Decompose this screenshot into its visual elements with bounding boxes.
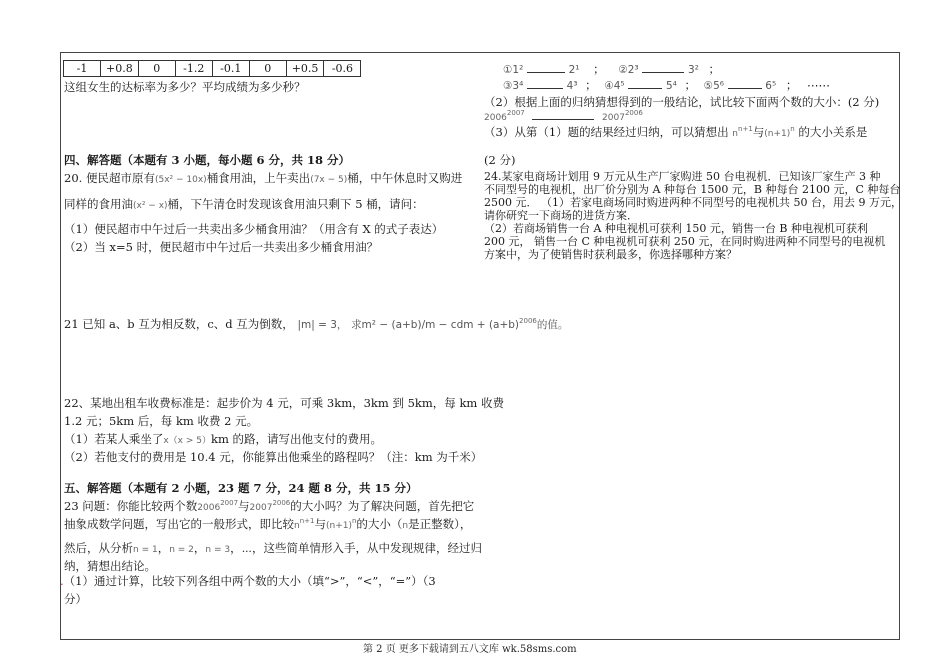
q23-part3-score: (2 分): [484, 153, 516, 167]
table-row: [64, 61, 361, 77]
q24-line: 2500 元． （1）若家电商场同时购进两种不同型号的电视机共 50 台，用去 9 万元，: [484, 196, 902, 209]
q23-line4: 纳，猜想出结论。: [64, 559, 156, 573]
blank-line: [728, 88, 762, 89]
q24-line: 不同型号的电视机，出厂价分别为 A 种每台 1500 元，B 种每台 2100 元，C 种每台: [484, 183, 901, 196]
num-exp: n: [790, 125, 795, 134]
q23-line2: [64, 516, 471, 532]
q22-text: km 的路，请写出他支付的费用。: [210, 432, 383, 446]
q23-text: 与: [238, 499, 250, 513]
q23-line3: 然后，从分析n = 1，n = 2，n = 3，⋯，这些简单情形入手，从中发现规律，经过归: [64, 541, 482, 555]
num-base: (n+1): [764, 129, 791, 139]
blank-line: [527, 72, 565, 73]
q24-line: 200 元， 销售一台 C 种电视机可获利 250 元，在同时购进两种不同型号的电视机: [484, 235, 886, 248]
q23-part2: （2）根据上面的归纳猜想得到的一般结论，试比较下面两个数的大小：(2 分): [484, 95, 880, 109]
bullet-mark: .: [60, 574, 64, 588]
num-base: 2007: [602, 113, 625, 123]
section5-heading: 五、解答题（本题有 2 小题，23 题 7 分，24 题 8 分，共 15 分）: [64, 481, 418, 495]
q23-text: 与: [314, 517, 326, 531]
comp-lead: ③3⁴: [503, 80, 524, 92]
q20-expr1: (5x² − 10x): [154, 175, 207, 185]
table-cell: -1.2: [175, 61, 212, 77]
q23-part3: [484, 124, 867, 140]
num-exp: n+1: [738, 125, 753, 134]
q20-text: 桶，下午清仓时发现该食用油只剩下 5 桶，请问：: [167, 197, 424, 211]
q23-text: ，⋯，这些简单情形入手，从中发现规律，经过归: [230, 541, 482, 555]
comparison-row2: ③3⁴ 4³ ； ④4⁵ 5⁴ ； ⑤5⁶ 6⁵ ； ⋯⋯: [503, 78, 830, 92]
comparison-row1: ①1² 2¹ ； ②2³ 3² ；: [503, 62, 720, 76]
comp-tail: 3²: [687, 64, 699, 76]
comp-tail: 2¹: [568, 64, 580, 76]
q22-line1: 22、某地出租车收费标准是：起步价为 4 元，可乘 3km，3km 到 5km，每 km 收费: [64, 396, 504, 410]
q23-part2-numbers: [484, 109, 643, 123]
q21-tail: 的值。: [536, 319, 569, 331]
q23-text: 的大小吗？为了解决问题，首先把它: [290, 499, 475, 513]
q23-text: 抽象成数学问题，写出它的一般形式，即比较: [64, 517, 294, 531]
comp-tail: 6⁵: [765, 80, 777, 92]
q20-text: 桶，中午休息时又购进: [347, 171, 463, 185]
comp-tail: 5⁴: [665, 80, 677, 92]
table-cell: 0: [138, 61, 175, 77]
q21-abs-m: |m| = 3，: [297, 319, 348, 331]
num-exp: 2006: [624, 109, 643, 118]
q23-text: 是正整数），: [408, 517, 472, 531]
q23-exp4: n: [351, 517, 357, 526]
q23-base2: 2007: [249, 503, 273, 513]
q22-text: （1）若某人乘坐了: [64, 432, 164, 446]
q24-line: 请你研究一下商场的进货方案．: [484, 209, 638, 222]
q23-line1: [64, 498, 474, 514]
q23-case3: n = 3: [205, 545, 231, 555]
comp-lead: ①1²: [503, 64, 524, 76]
q23-text: （1）通过计算，比较下列各组中两个数的大小（填“>”，“<”，“=”）（3: [63, 574, 436, 588]
q23-line5: [60, 573, 436, 589]
q22-line4: （2）若他支付的费用是 10.4 元，你能算出他乘坐的路程吗？（注：km 为千米）: [64, 450, 483, 464]
q20-line1: [64, 170, 462, 186]
q23-case2: n = 2: [169, 545, 194, 555]
q23-text: 23 问题：你能比较两个数: [64, 499, 198, 513]
score-table: [63, 60, 361, 77]
q23-line6: 分）: [64, 592, 87, 606]
blank-line: [628, 88, 662, 89]
ellipsis: ⋯⋯: [806, 78, 830, 92]
table-cell: -0.6: [324, 61, 361, 77]
q22-expr: x（x > 5）: [163, 436, 211, 446]
blank-line: [527, 88, 563, 89]
comp-lead: ②2³: [618, 64, 639, 76]
comp-lead: ④4⁵: [604, 80, 625, 92]
q22-line2: 1.2 元；5km 后，每 km 收费 2 元。: [64, 414, 259, 428]
q22-line3: [64, 431, 382, 447]
table-cell: +0.8: [101, 61, 139, 77]
q23-part3-text: 与: [752, 125, 765, 139]
num-exp: 2007: [506, 109, 525, 118]
q23-part3-text: （3）从第（1）题的结果经过归纳，可以猜想出: [484, 125, 729, 139]
blank-line: [642, 72, 684, 73]
q24-line: 24.某家电商场计划用 9 万元从生产厂家购进 50 台电视机．已知该厂家生产 3 种: [484, 170, 881, 183]
q20-expr2: (7x − 5): [310, 175, 348, 185]
q24-line: （2）若商场销售一台 A 种电视机可获利 150 元，销售一台 B 种电视机可获利: [484, 222, 868, 235]
comp-lead: ⑤5⁶: [703, 80, 724, 92]
q23-exp3: n+1: [299, 517, 315, 526]
q24-block: [484, 170, 902, 261]
comp-tail: 4³: [566, 80, 578, 92]
q23-base4: (n+1): [325, 521, 352, 531]
q21-text: 21 已知 a、b 互为相反数，c、d 互为倒数，: [64, 317, 294, 331]
section4-heading: 四、解答题（本题有 3 小题，每小题 6 分，共 18 分）: [64, 153, 351, 167]
q20-text: 同样的食用油: [64, 197, 133, 211]
table-cell: -0.1: [212, 61, 249, 77]
q21-line: [64, 316, 568, 332]
q20-text: 桶食用油，上午卖出: [206, 171, 311, 185]
q21-exponent: 2006: [519, 317, 537, 326]
q23-exp1: 2007: [220, 499, 239, 508]
q20-text: 20. 便民超市原有: [64, 171, 155, 185]
table-cell: -1: [64, 61, 101, 77]
q23-base3: n: [294, 521, 300, 531]
q19-question: 这组女生的达标率为多少？平均成绩为多少秒？: [64, 80, 306, 94]
q20-expr3: (x² − x): [133, 201, 168, 211]
q23-text: 然后，从分析: [64, 541, 133, 555]
blank-line: [532, 119, 594, 120]
q20-part2: （2）当 x=5 时，便民超市中午过后一共卖出多少桶食用油？: [64, 240, 379, 254]
q21-expression: 求m² − (a+b)/m − cdm + (a+b): [351, 319, 520, 331]
q23-n: n: [402, 521, 409, 531]
page-footer: 第 2 页 更多下载请到五八文库 wk.58sms.com: [363, 644, 577, 655]
q23-part3-text: 的大小关系是: [798, 125, 868, 139]
num-base: n: [732, 129, 739, 139]
q20-part1: （1）便民超市中午过后一共卖出多少桶食用油？（用含有 X 的式子表达）: [64, 222, 444, 236]
q23-base1: 2006: [197, 503, 221, 513]
table-cell: +0.5: [286, 61, 324, 77]
table-cell: 0: [249, 61, 286, 77]
q23-exp2: 2006: [272, 499, 291, 508]
q20-line2: [64, 196, 424, 212]
q23-case1: n = 1: [133, 545, 158, 555]
q24-line: 方案中，为了使销售时获利最多，你选择哪种方案？: [484, 248, 737, 261]
num-base: 2006: [484, 113, 507, 123]
q23-text: 的大小（: [356, 517, 403, 531]
